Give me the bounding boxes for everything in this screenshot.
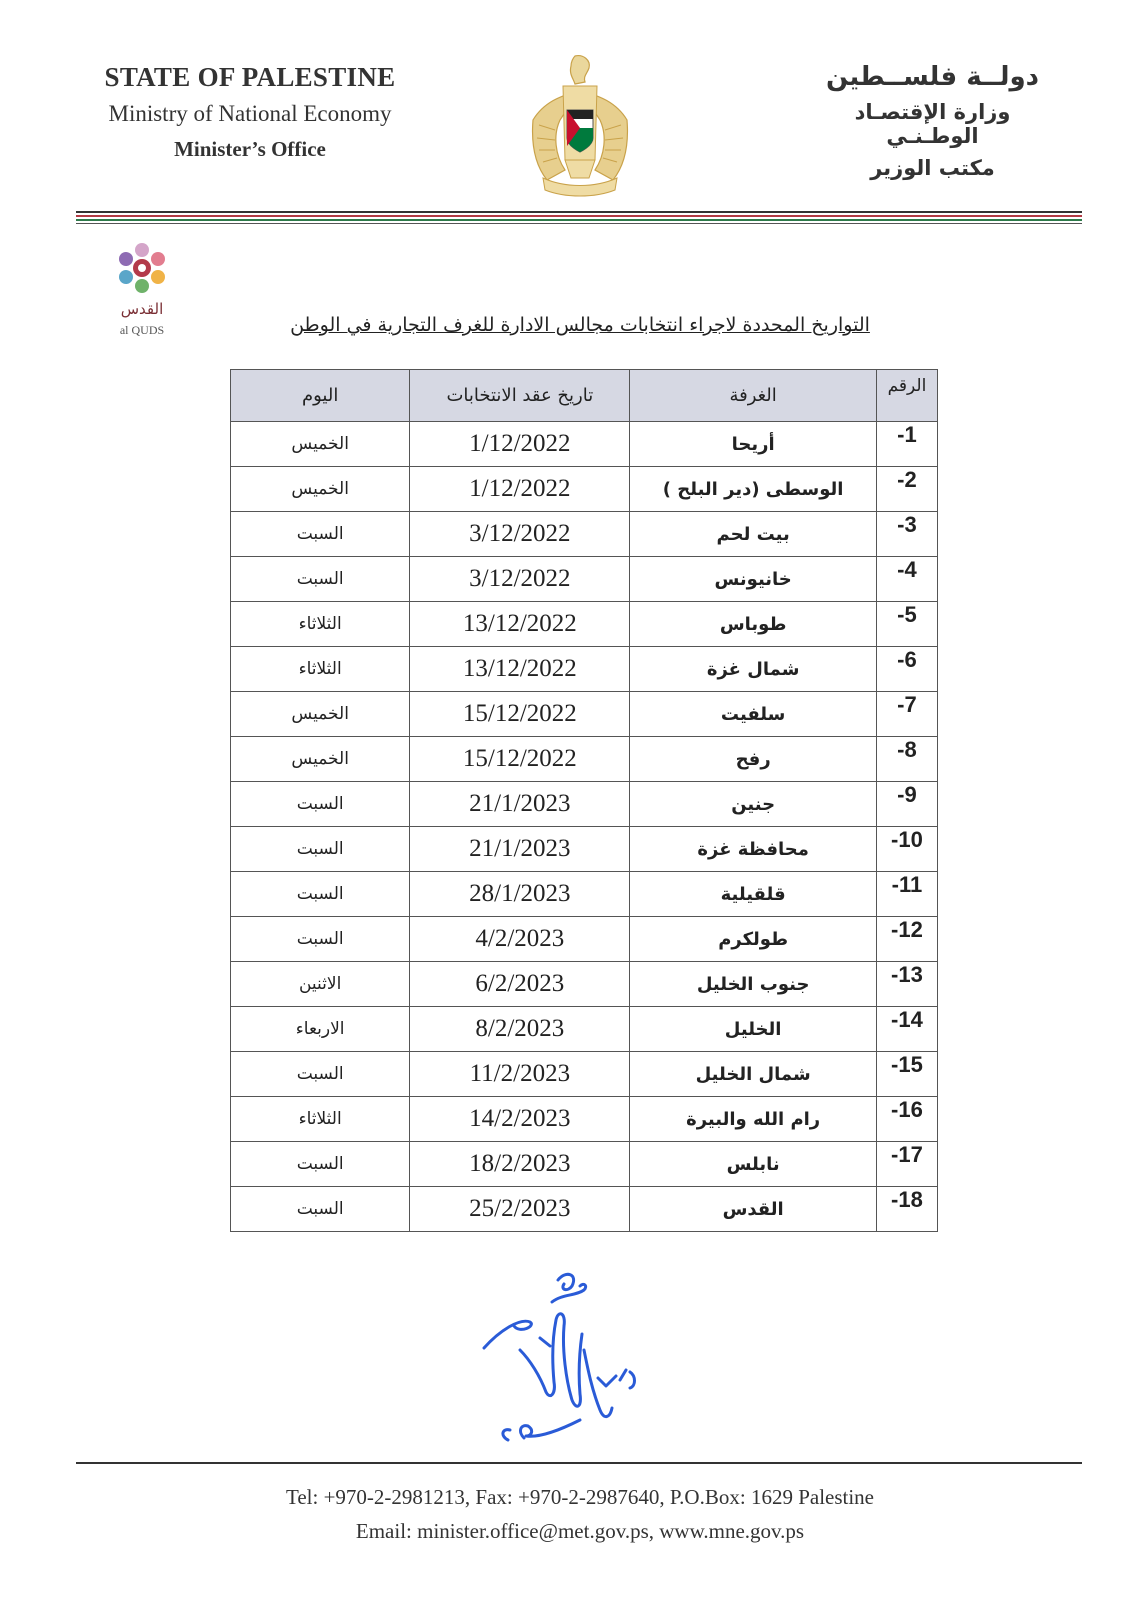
- row-number: 10-: [876, 827, 937, 872]
- table-row: [231, 872, 938, 917]
- row-number: 6-: [876, 647, 937, 692]
- row-day: الثلاثاء: [231, 602, 410, 647]
- row-chamber: سلفيت: [630, 692, 877, 737]
- row-election-date: 21/1/2023: [410, 827, 630, 872]
- row-number: 17-: [876, 1142, 937, 1187]
- row-election-date: 13/12/2022: [410, 647, 630, 692]
- row-day: الخميس: [231, 737, 410, 782]
- row-election-date: 25/2/2023: [410, 1187, 630, 1232]
- table-row: [231, 1187, 938, 1232]
- footer-phone-line: Tel: +970-2-2981213, Fax: +970-2-2987640, P.O.Box: 1629 Palestine: [285, 1485, 875, 1509]
- table-row: [231, 422, 938, 467]
- row-day: الاربعاء: [231, 1007, 410, 1052]
- row-number: 14-: [876, 1007, 937, 1052]
- row-election-date: 3/12/2022: [410, 557, 630, 602]
- row-chamber: أريحا: [630, 422, 877, 467]
- row-day: السبت: [231, 512, 410, 557]
- row-chamber: قلقيلية: [630, 872, 877, 917]
- row-election-date: 21/1/2023: [410, 782, 630, 827]
- table-row: [231, 1052, 938, 1097]
- table-row: [231, 827, 938, 872]
- header-divider: [76, 211, 1082, 226]
- row-number: 7-: [876, 692, 937, 737]
- row-election-date: 15/12/2022: [410, 737, 630, 782]
- state-name-en: STATE OF PALESTINE: [104, 62, 396, 92]
- table-row: [231, 557, 938, 602]
- row-election-date: 11/2/2023: [410, 1052, 630, 1097]
- row-day: السبت: [231, 827, 410, 872]
- table-row: [231, 512, 938, 557]
- column-header-day: اليوم: [231, 370, 410, 422]
- row-election-date: 14/2/2023: [410, 1097, 630, 1142]
- row-election-date: 15/12/2022: [410, 692, 630, 737]
- row-election-date: 1/12/2022: [410, 422, 630, 467]
- row-election-date: 6/2/2023: [410, 962, 630, 1007]
- row-day: السبت: [231, 557, 410, 602]
- row-number: 5-: [876, 602, 937, 647]
- header-english: [80, 62, 420, 162]
- row-day: الثلاثاء: [231, 647, 410, 692]
- al-quds-logo: [108, 238, 176, 350]
- ministry-name-ar: وزارة الإقتصـاد الوطـنـي: [854, 100, 1011, 148]
- row-chamber: الخليل: [630, 1007, 877, 1052]
- handwritten-signature: [480, 1260, 680, 1460]
- row-election-date: 18/2/2023: [410, 1142, 630, 1187]
- row-number: 16-: [876, 1097, 937, 1142]
- row-day: الثلاثاء: [231, 1097, 410, 1142]
- row-number: 3-: [876, 512, 937, 557]
- table-row: [231, 962, 938, 1007]
- elections-schedule-table: [230, 369, 938, 1232]
- row-election-date: 4/2/2023: [410, 917, 630, 962]
- row-chamber: طولكرم: [630, 917, 877, 962]
- table-row: [231, 692, 938, 737]
- table-row: [231, 1142, 938, 1187]
- header-arabic: [805, 62, 1060, 180]
- footer-email-line: Email: minister.office@met.gov.ps, www.mne.gov.ps: [355, 1519, 805, 1543]
- al-quds-logo-ar: القدس: [120, 300, 164, 318]
- row-day: السبت: [231, 1052, 410, 1097]
- row-number: 4-: [876, 557, 937, 602]
- table-row: [231, 602, 938, 647]
- row-chamber: خانيونس: [630, 557, 877, 602]
- footer-contact: [80, 1480, 1080, 1548]
- row-election-date: 1/12/2022: [410, 467, 630, 512]
- row-day: الخميس: [231, 422, 410, 467]
- table-row: [231, 1007, 938, 1052]
- row-chamber: محافظة غزة: [630, 827, 877, 872]
- row-election-date: 13/12/2022: [410, 602, 630, 647]
- row-number: 15-: [876, 1052, 937, 1097]
- state-name-ar: دولــة فلســطين: [825, 62, 1040, 92]
- row-number: 8-: [876, 737, 937, 782]
- row-chamber: رام الله والبيرة: [630, 1097, 877, 1142]
- row-day: السبت: [231, 1142, 410, 1187]
- row-chamber: جنين: [630, 782, 877, 827]
- table-row: [231, 467, 938, 512]
- table-row: [231, 782, 938, 827]
- footer-divider: [76, 1462, 1082, 1464]
- row-chamber: شمال الخليل: [630, 1052, 877, 1097]
- row-number: 9-: [876, 782, 937, 827]
- column-header-date: تاريخ عقد الانتخابات: [410, 370, 630, 422]
- row-election-date: 3/12/2022: [410, 512, 630, 557]
- table-row: [231, 647, 938, 692]
- row-chamber: القدس: [630, 1187, 877, 1232]
- column-header-chamber: الغرفة: [630, 370, 877, 422]
- al-quds-logo-en: al QUDS: [119, 323, 165, 337]
- row-chamber: طوباس: [630, 602, 877, 647]
- row-number: 11-: [876, 872, 937, 917]
- row-chamber: رفح: [630, 737, 877, 782]
- row-election-date: 8/2/2023: [410, 1007, 630, 1052]
- row-day: الخميس: [231, 467, 410, 512]
- row-day: السبت: [231, 917, 410, 962]
- row-chamber: الوسطى (دير البلح ): [630, 467, 877, 512]
- row-chamber: شمال غزة: [630, 647, 877, 692]
- row-day: السبت: [231, 782, 410, 827]
- row-number: 2-: [876, 467, 937, 512]
- row-number: 13-: [876, 962, 937, 1007]
- row-day: الاثنين: [231, 962, 410, 1007]
- row-day: الخميس: [231, 692, 410, 737]
- column-header-number: الرقم: [876, 370, 937, 422]
- row-chamber: بيت لحم: [630, 512, 877, 557]
- table-row: [231, 737, 938, 782]
- al-quds-flower-icon: [110, 238, 174, 298]
- row-chamber: نابلس: [630, 1142, 877, 1187]
- row-election-date: 28/1/2023: [410, 872, 630, 917]
- row-day: السبت: [231, 872, 410, 917]
- table-header-row: [231, 370, 938, 422]
- row-number: 1-: [876, 422, 937, 467]
- office-name-ar: مكتب الوزير: [870, 156, 995, 180]
- table-row: [231, 1097, 938, 1142]
- table-row: [231, 917, 938, 962]
- row-number: 18-: [876, 1187, 937, 1232]
- row-number: 12-: [876, 917, 937, 962]
- office-name-en: Minister’s Office: [174, 137, 326, 161]
- row-chamber: جنوب الخليل: [630, 962, 877, 1007]
- eagle-emblem-icon: [525, 50, 635, 200]
- row-day: السبت: [231, 1187, 410, 1232]
- ministry-name-en: Ministry of National Economy: [108, 101, 392, 126]
- document-title: التواريخ المحددة لاجراء انتخابات مجالس الادارة للغرف التجارية في الوطن: [290, 314, 870, 336]
